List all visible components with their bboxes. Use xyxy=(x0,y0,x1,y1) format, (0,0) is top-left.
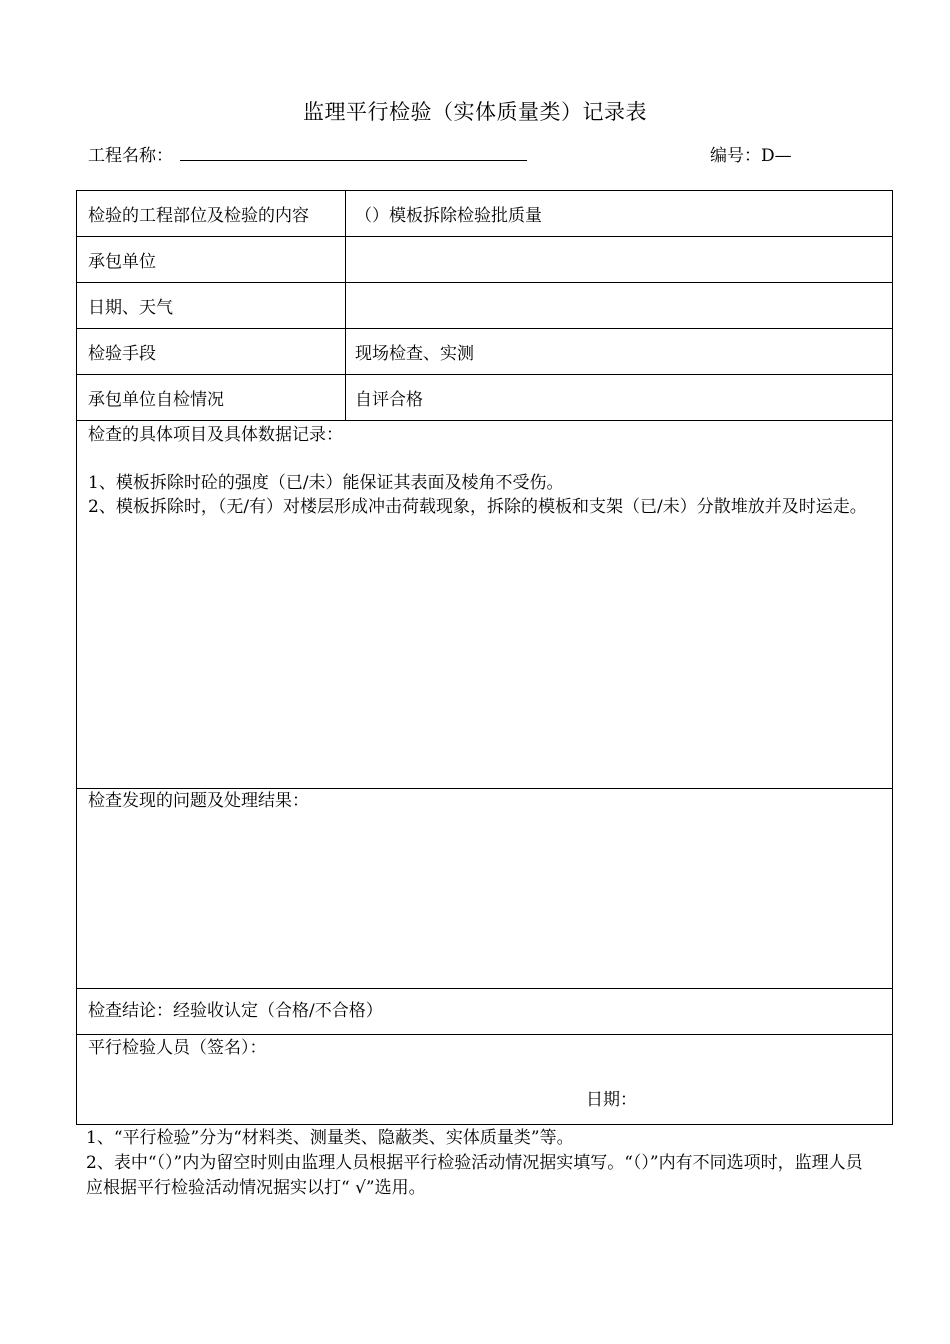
inspection-content-value[interactable]: （）模板拆除检验批质量 xyxy=(355,206,542,226)
contractor-value[interactable] xyxy=(346,237,892,282)
contractor-label: 承包单位 xyxy=(77,237,346,282)
self-inspection-value[interactable]: 自评合格 xyxy=(355,390,423,410)
footnote-2: 2、表中“（）”内为留空时则由监理人员根据平行检验活动情况据实填写。“（）”内有不同选项时，监理人员应根据平行检验活动情况据实以打“ √”选用。 xyxy=(86,1153,863,1198)
inspection-method-value[interactable]: 现场检查、实测 xyxy=(355,344,474,364)
inspection-method-label: 检验手段 xyxy=(77,329,346,374)
row-self-inspection xyxy=(77,375,892,421)
row-inspection-method xyxy=(77,329,892,375)
signature-section[interactable] xyxy=(77,1035,892,1124)
record-form xyxy=(76,190,893,1125)
inspection-content-label: 检验的工程部位及检验的内容 xyxy=(77,191,346,236)
record-code-label: 编号：D— xyxy=(710,146,792,166)
problems-section[interactable] xyxy=(77,789,892,989)
footnotes xyxy=(86,1126,876,1201)
problems-heading: 检查发现的问题及处理结果： xyxy=(88,791,309,811)
conclusion-section[interactable] xyxy=(77,989,892,1035)
project-name-label: 工程名称： xyxy=(88,146,173,166)
signature-label: 平行检验人员（签名）： xyxy=(88,1038,267,1058)
records-heading: 检查的具体项目及具体数据记录： xyxy=(88,425,343,445)
date-weather-label: 日期、天气 xyxy=(77,283,346,328)
footnote-1: 1、“平行检验”分为“材料类、测量类、隐蔽类、实体质量类”等。 xyxy=(86,1128,574,1148)
self-inspection-label: 承包单位自检情况 xyxy=(77,375,346,420)
page-title: 监理平行检验（实体质量类）记录表 xyxy=(303,100,647,124)
signature-date-label: 日期： xyxy=(586,1090,637,1110)
records-item-2: 2、模板拆除时，（无/有）对楼层形成冲击荷载现象，拆除的模板和支架（已/未）分散堆放并及时运走。 xyxy=(88,497,867,517)
records-item-1: 1、模板拆除时砼的强度（已/未）能保证其表面及棱角不受伤。 xyxy=(88,473,564,493)
row-contractor xyxy=(77,237,892,283)
row-date-weather xyxy=(77,283,892,329)
date-weather-value[interactable] xyxy=(346,283,892,328)
row-inspection-content xyxy=(77,191,892,237)
conclusion-text: 检查结论：经验收认定（合格/不合格） xyxy=(88,1001,383,1021)
records-section[interactable] xyxy=(77,421,892,789)
project-name-field[interactable] xyxy=(180,160,527,161)
